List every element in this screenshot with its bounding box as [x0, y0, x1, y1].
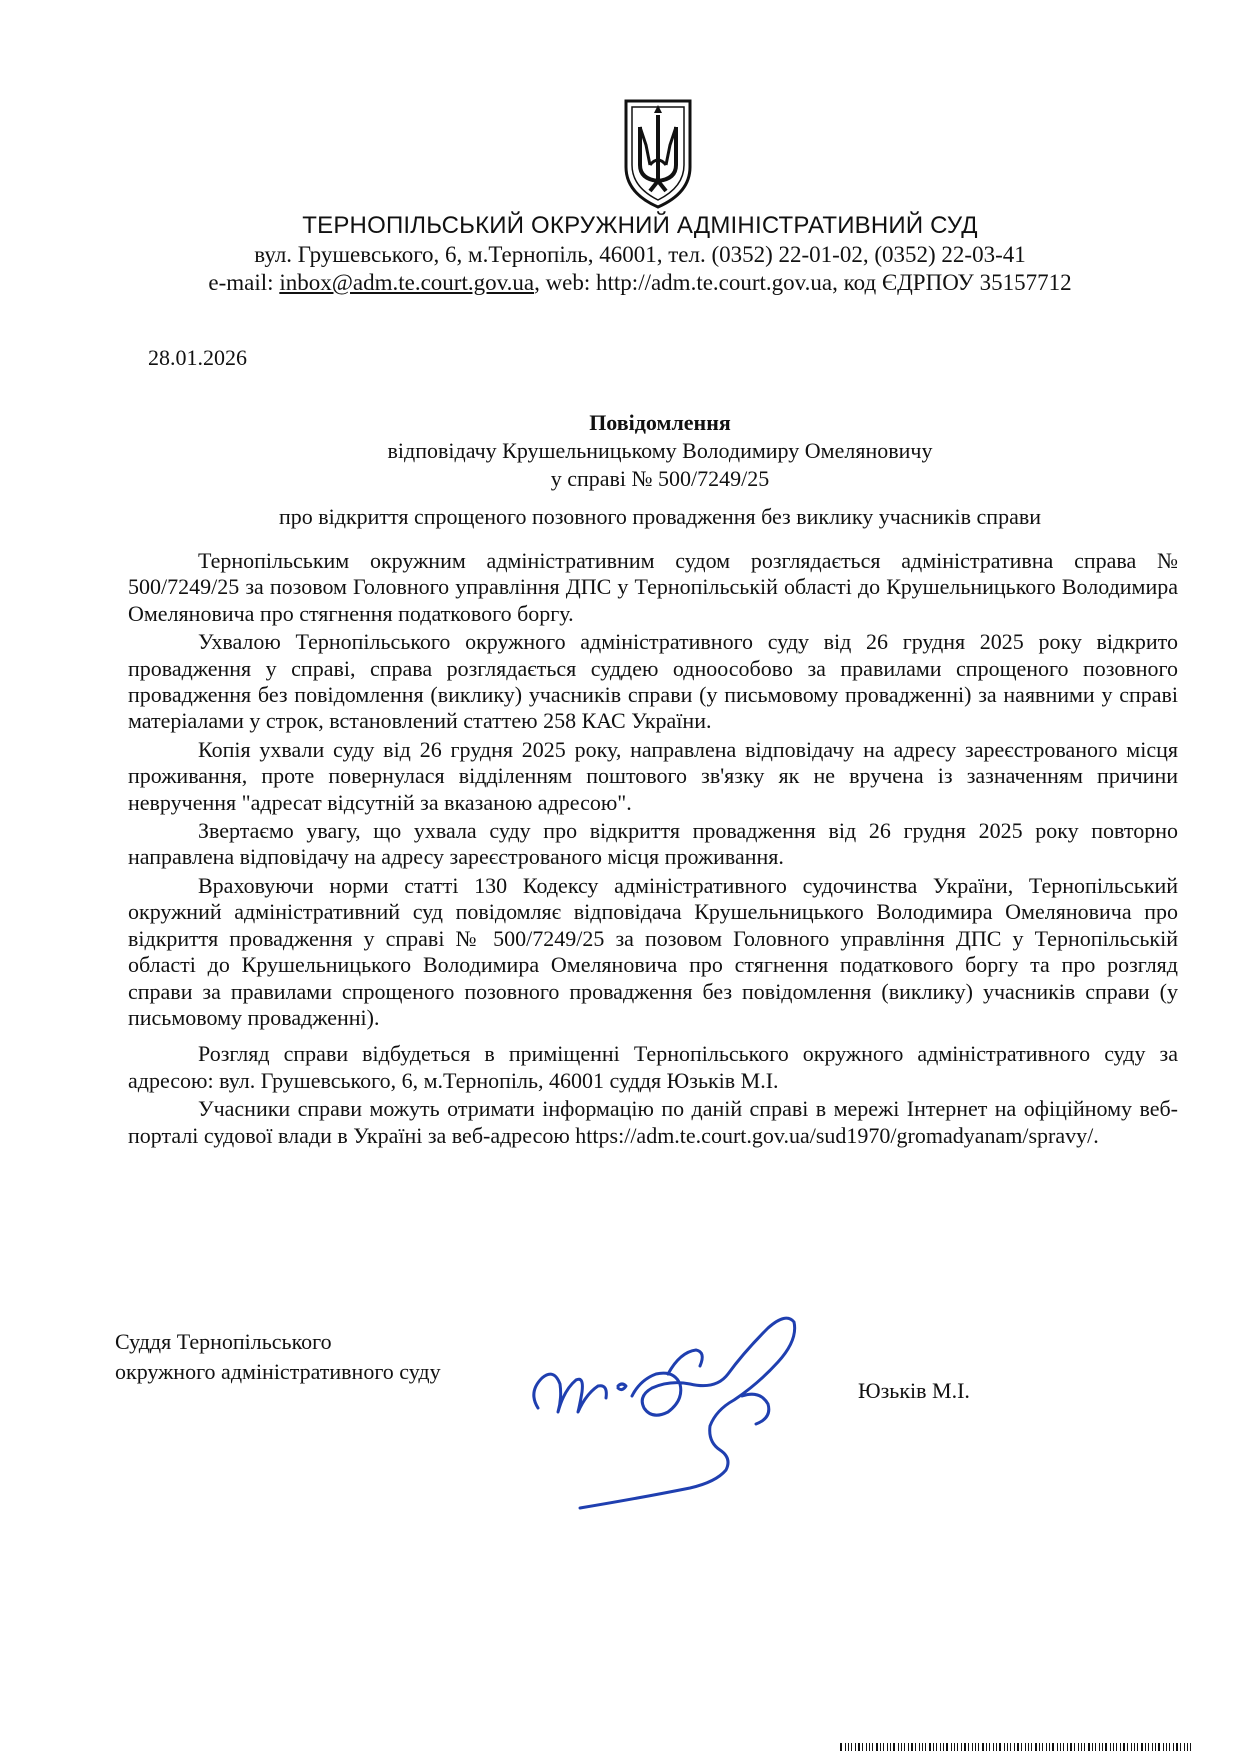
barcode-bar — [1166, 1743, 1167, 1751]
barcode-bar — [1014, 1743, 1015, 1751]
document-date: 28.01.2026 — [148, 345, 247, 370]
notice-recipient: відповідачу Крушельницькому Володимиру Омеляновичу — [387, 438, 933, 463]
barcode-bar — [1074, 1743, 1075, 1751]
barcode-bar — [1141, 1743, 1143, 1751]
barcode-bar — [880, 1743, 881, 1751]
barcode-bar — [1190, 1743, 1191, 1751]
barcode-bar — [1131, 1743, 1132, 1751]
barcode-bar — [1004, 1743, 1005, 1751]
barcode-bar — [1184, 1743, 1185, 1751]
barcode-bar — [840, 1743, 842, 1751]
barcode-bar — [851, 1743, 852, 1751]
barcode-bar — [866, 1743, 867, 1751]
barcode-bar — [954, 1743, 955, 1751]
barcode-bar — [1070, 1743, 1072, 1751]
barcode-bar — [1120, 1743, 1121, 1751]
barcode-bar — [922, 1743, 923, 1751]
barcode-bar — [972, 1743, 973, 1751]
barcode-bar — [915, 1743, 916, 1751]
barcode-bar — [911, 1743, 913, 1751]
barcode-bar — [904, 1743, 905, 1751]
barcode-bar — [919, 1743, 920, 1751]
barcode-bar — [1152, 1743, 1153, 1751]
paragraph-notification: Враховуючи норми статті 130 Кодексу адміністративного судочинства України, Тернопільський окружний адміністративний суд повідомляє відповідача Крушельницького Володимира Омеляновича про відкриття провадження у справі № 500/7249/25 за позовом Головного управління ДПС у Тернопільській області до Крушельницького Володимира Омеляновича про стягнення податкового боргу та про розгляд справи за правилами спрощеного позовного провадження без повідомлення (виклику) учасників справи (у письмовому провадженні). — [128, 872, 1178, 1030]
barcode-bar — [1042, 1743, 1043, 1751]
paragraph-hearing-location: Розгляд справи відбудеться в приміщенні Тернопільського окружного адміністративного суду за адресою: вул. Грушевського, 6, м.Тернопіль, 46001 суддя Юзьків М.І. — [128, 1041, 1178, 1093]
barcode-bar — [1110, 1743, 1111, 1751]
barcode-bar — [1025, 1743, 1026, 1751]
barcode-bar — [869, 1743, 870, 1751]
barcode-bar — [1134, 1743, 1135, 1751]
barcode-bar — [989, 1743, 990, 1751]
notice-subject: про відкриття спрощеного позовного провадження без виклику учасників справи — [278, 504, 1042, 529]
barcode-bar — [1095, 1743, 1096, 1751]
barcode-bar — [933, 1743, 934, 1751]
barcode-bar — [1169, 1743, 1170, 1751]
judge-name: Юзьків М.І. — [858, 1378, 970, 1403]
barcode-bar — [925, 1743, 926, 1751]
barcode-bar — [855, 1743, 856, 1751]
barcode-bar — [961, 1743, 962, 1751]
barcode-bar — [872, 1743, 873, 1751]
barcode-bar — [1046, 1743, 1047, 1751]
barcode-bar — [1105, 1743, 1107, 1751]
barcode-bar — [1137, 1743, 1138, 1751]
notice-case-number: у справі № 500/7249/25 — [550, 466, 770, 491]
barcode-bar — [1180, 1743, 1181, 1751]
barcode-bar — [1007, 1743, 1008, 1751]
barcode-bar — [1057, 1743, 1058, 1751]
barcode-bar — [1158, 1743, 1160, 1751]
barcode-bar — [1163, 1743, 1164, 1751]
barcode-bar — [999, 1743, 1001, 1751]
barcode-bar — [890, 1743, 891, 1751]
barcode-bar — [858, 1743, 860, 1751]
barcode-bar — [1155, 1743, 1156, 1751]
barcode-bar — [1113, 1743, 1114, 1751]
barcode-bar — [887, 1743, 888, 1751]
barcode-bar — [1187, 1743, 1188, 1751]
court-address: вул. Грушевського, 6, м.Тернопіль, 46001, тел. (0352) 22-01-02, (0352) 22-03-41 — [254, 242, 1026, 267]
barcode-bar — [893, 1743, 895, 1751]
barcode-bar — [1148, 1743, 1149, 1751]
barcode-bar — [1102, 1743, 1103, 1751]
barcode-bar — [1116, 1743, 1117, 1751]
barcode-bar — [1078, 1743, 1079, 1751]
court-contacts — [190, 270, 1090, 296]
barcode-bar — [996, 1743, 997, 1751]
email-link[interactable]: inbox@adm.te.court.gov.ua — [279, 270, 535, 295]
barcode-bar — [1060, 1743, 1061, 1751]
barcode-bar — [968, 1743, 969, 1751]
barcode-bar — [876, 1743, 878, 1751]
barcode-bar — [1127, 1743, 1128, 1751]
barcode-bar — [1084, 1743, 1085, 1751]
barcode-bar — [929, 1743, 931, 1751]
barcode-bar — [1035, 1743, 1037, 1751]
notice-body — [128, 548, 1178, 1149]
paragraph-resent: Звертаємо увагу, що ухвала суду про відкриття провадження від 26 грудня 2025 року повторно направлена відповідачу на адресу зареєстрованого місця проживання. — [128, 818, 1178, 870]
barcode-bar — [1049, 1743, 1050, 1751]
barcode-bar — [862, 1743, 863, 1751]
barcode-bar — [1021, 1743, 1022, 1751]
barcode-bar — [1099, 1743, 1100, 1751]
handwritten-signature — [520, 1300, 880, 1510]
barcode-bar — [848, 1743, 849, 1751]
barcode-bar — [946, 1743, 948, 1751]
paragraph-ruling: Ухвалою Тернопільського окружного адміністративного суду від 26 грудня 2025 року відкрито провадження у справі, справа розглядається суддею одноособово за правилами спрощеного позовного провадження без повідомлення (виклику) учасників справи (у письмовому провадженні) за наявними у справі матеріалами у строк, встановлений статтею 258 КАС України. — [128, 629, 1178, 734]
barcode-bar — [964, 1743, 966, 1751]
barcode-bar — [845, 1743, 846, 1751]
barcode — [840, 1743, 1196, 1751]
barcode-bar — [1039, 1743, 1040, 1751]
barcode-bar — [1067, 1743, 1068, 1751]
barcode-bar — [1176, 1743, 1178, 1751]
barcode-bar — [1081, 1743, 1082, 1751]
barcode-bar — [975, 1743, 976, 1751]
barcode-bar — [993, 1743, 994, 1751]
judge-title — [115, 1327, 441, 1387]
barcode-bar — [1173, 1743, 1174, 1751]
judge-title-line-2: окружного адміністративного суду — [115, 1359, 441, 1384]
paragraph-online-info: Учасники справи можуть отримати інформацію по даній справі в мережі Інтернет на офіційному веб-порталі судової влади в Україні за веб-адресою https://adm.te.court.gov.ua/sud1970/gromadyanam/spravy/. — [128, 1096, 1178, 1148]
barcode-bar — [978, 1743, 979, 1751]
barcode-bar — [901, 1743, 902, 1751]
paragraph-case-intro: Тернопільським окружним адміністративним судом розглядається адміністративна справа № 500/7249/25 за позовом Головного управління ДПС у Тернопільській області до Крушельницького Володимира Омеляновича про стягнення податкового боргу. — [128, 548, 1178, 626]
barcode-bar — [883, 1743, 884, 1751]
paragraph-copy-returned: Копія ухвали суду від 26 грудня 2025 року, направлена відповідачу на адресу зареєстрованого місця проживання, проте повернулася відділенням поштового зв'язку як не вручена із зазначенням причини невручення "адресат відсутній за вказаною адресою". — [128, 736, 1178, 815]
court-name: ТЕРНОПІЛЬСЬКИЙ ОКРУЖНИЙ АДМІНІСТРАТИВНИЙ СУД — [302, 212, 978, 239]
barcode-bar — [940, 1743, 941, 1751]
barcode-bar — [982, 1743, 984, 1751]
barcode-bar — [943, 1743, 944, 1751]
barcode-bar — [1052, 1743, 1054, 1751]
barcode-bar — [908, 1743, 909, 1751]
barcode-bar — [1145, 1743, 1146, 1751]
barcode-bar — [898, 1743, 899, 1751]
barcode-bar — [1017, 1743, 1019, 1751]
barcode-bar — [986, 1743, 987, 1751]
barcode-bar — [1031, 1743, 1032, 1751]
judge-title-line-1: Суддя Тернопільського — [115, 1329, 332, 1354]
barcode-bar — [951, 1743, 952, 1751]
barcode-bar — [1063, 1743, 1064, 1751]
barcode-bar — [1028, 1743, 1029, 1751]
barcode-bar — [1010, 1743, 1011, 1751]
trident-icon — [620, 97, 696, 211]
barcode-bar — [1123, 1743, 1125, 1751]
barcode-bar — [957, 1743, 958, 1751]
contact-details: , web: http://adm.te.court.gov.ua, код ЄДРПОУ 35157712 — [534, 270, 1072, 295]
notice-title: Повідомлення — [589, 410, 731, 435]
barcode-bar — [936, 1743, 937, 1751]
email-label: e-mail: — [208, 270, 280, 295]
barcode-bar — [1092, 1743, 1093, 1751]
barcode-bar — [1088, 1743, 1090, 1751]
